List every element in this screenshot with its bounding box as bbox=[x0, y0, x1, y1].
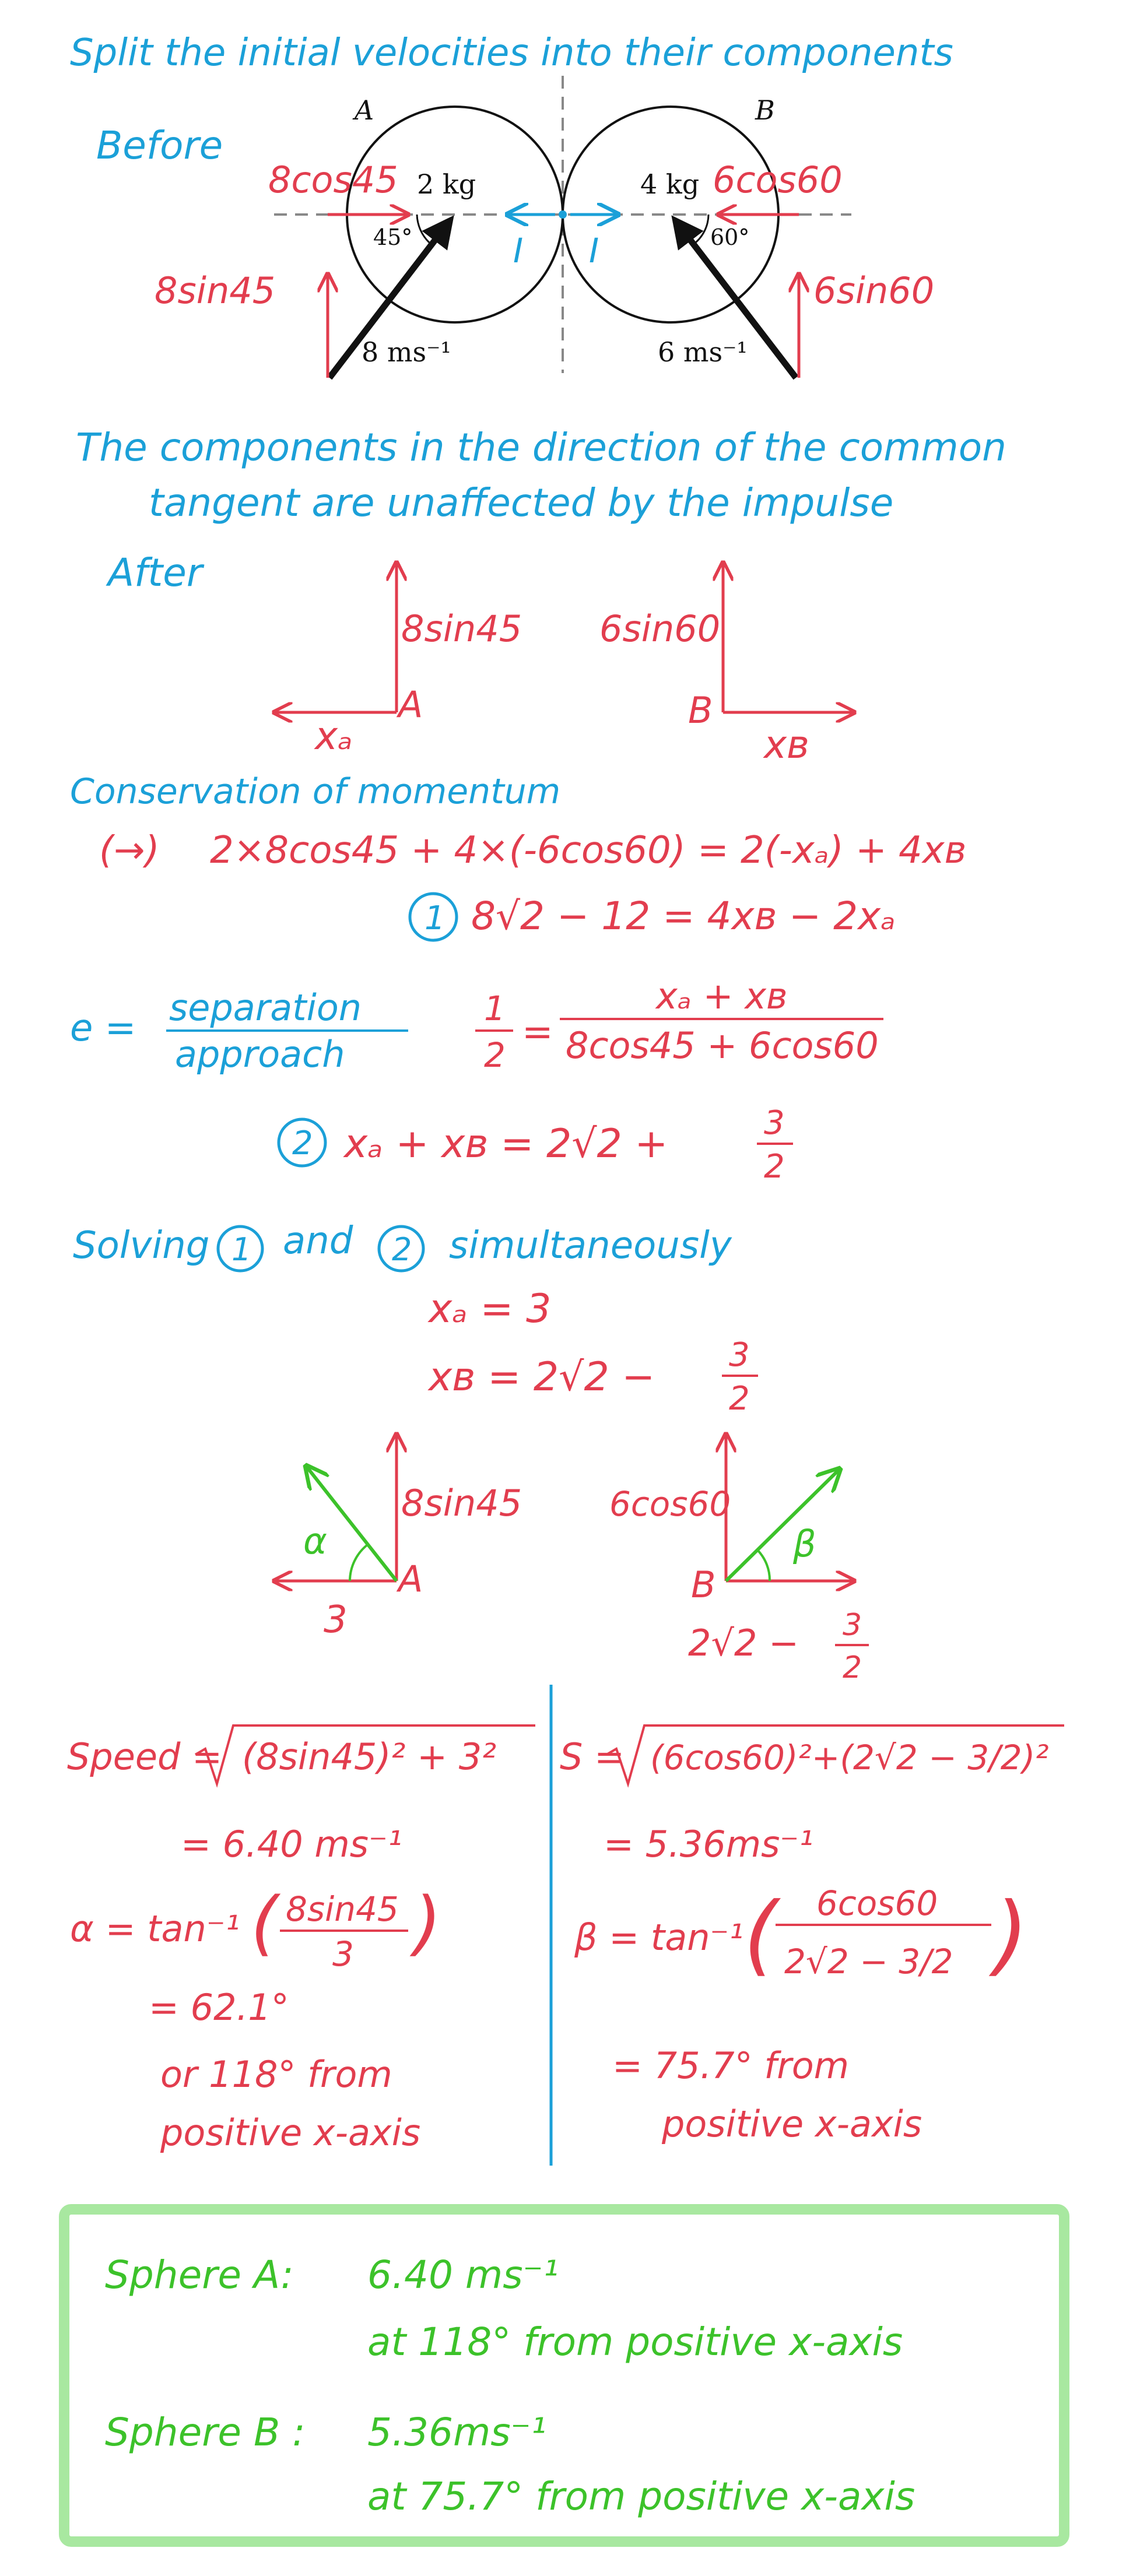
restitution-app: approach bbox=[175, 1033, 345, 1076]
answer-a-label: Sphere A: bbox=[105, 2252, 294, 2297]
angle-b-label: 60° bbox=[710, 224, 750, 250]
alpha-lhs: α = tan⁻¹ bbox=[70, 1907, 240, 1950]
right-calc bbox=[560, 1725, 1064, 2145]
eq2-frac-num: 3 bbox=[764, 1104, 785, 1142]
solving-text-b: simultaneously bbox=[449, 1224, 732, 1267]
final-b-horiz: 2√2 − bbox=[688, 1622, 799, 1664]
final-b-resultant bbox=[726, 1469, 840, 1581]
alpha-pos: positive x-axis bbox=[160, 2111, 421, 2154]
b-vertical-label: 6sin60 bbox=[813, 269, 935, 312]
impulse-label-left: I bbox=[513, 231, 524, 270]
beta-den: 2√2 − 3/2 bbox=[784, 1942, 953, 1981]
answer-b-dir: at 75.7° from positive x-axis bbox=[367, 2474, 915, 2519]
momentum-title: Conservation of momentum bbox=[70, 771, 561, 812]
final-b-vert: 6cos60 bbox=[609, 1484, 731, 1524]
alpha-num: 8sin45 bbox=[286, 1889, 399, 1929]
alpha-val: = 62.1° bbox=[149, 1986, 289, 2029]
final-a-name: A bbox=[398, 1558, 423, 1600]
alpha-label: α bbox=[303, 1520, 327, 1562]
angle-b-arc bbox=[693, 215, 708, 245]
answer-a-speed: 6.40 ms⁻¹ bbox=[367, 2252, 559, 2297]
beta-pos: positive x-axis bbox=[662, 2103, 922, 2145]
b-horizontal-label: 6cos60 bbox=[713, 159, 843, 201]
eq2-frac-den: 2 bbox=[764, 1148, 785, 1186]
alpha-arc bbox=[350, 1545, 367, 1581]
sphere-b-speed: 6 ms⁻¹ bbox=[658, 336, 748, 368]
solving-text-a: Solving bbox=[73, 1224, 210, 1267]
eq1-number: 1 bbox=[425, 899, 446, 937]
solution-xb-num: 3 bbox=[729, 1336, 750, 1374]
right-speed-val: = 5.36ms⁻¹ bbox=[604, 1823, 813, 1865]
after-a-name: A bbox=[398, 683, 423, 726]
tangent-note-line-2: tangent are unaffected by the impulse bbox=[149, 480, 894, 525]
left-speed-val: = 6.40 ms⁻¹ bbox=[181, 1823, 402, 1865]
alpha-or: or 118° from bbox=[160, 2053, 392, 2096]
left-speed-root: (8sin45)² + 3² bbox=[242, 1735, 497, 1778]
final-b-horiz-den: 2 bbox=[843, 1650, 862, 1685]
impulse-label-right: I bbox=[589, 231, 599, 270]
eq1-equation: 8√2 − 12 = 4xʙ − 2xₐ bbox=[471, 894, 896, 939]
alpha-paren-open: ( bbox=[251, 1883, 278, 1964]
alpha-den: 3 bbox=[332, 1934, 354, 1974]
sphere-a-speed: 8 ms⁻¹ bbox=[362, 336, 451, 368]
beta-paren-open: ( bbox=[743, 1884, 778, 1985]
angle-a-label: 45° bbox=[373, 224, 413, 250]
alpha-paren-close: ) bbox=[414, 1883, 441, 1964]
final-b-name: B bbox=[691, 1563, 716, 1606]
tangent-note-line-1: The components in the direction of the common bbox=[76, 425, 1006, 470]
left-calc bbox=[67, 1725, 535, 2154]
after-b-horiz: xʙ bbox=[764, 722, 809, 767]
answer-a-dir: at 118° from positive x-axis bbox=[367, 2320, 903, 2364]
beta-paren-close: ) bbox=[994, 1884, 1029, 1985]
eq2-number: 2 bbox=[292, 1124, 313, 1162]
eq2-equation: xₐ + xʙ = 2√2 + bbox=[344, 1121, 668, 1167]
contact-point bbox=[559, 210, 567, 219]
left-speed-lhs: Speed = bbox=[67, 1735, 223, 1778]
after-b-name: B bbox=[688, 689, 713, 732]
after-diagram bbox=[106, 550, 854, 767]
after-a-horiz: xₐ bbox=[315, 714, 353, 758]
right-speed-lhs: S = bbox=[560, 1735, 625, 1778]
before-diagram bbox=[96, 76, 934, 378]
sphere-a-mass: 2 kg bbox=[417, 168, 476, 200]
right-speed-root: (6cos60)²+(2√2 − 3/2)² bbox=[650, 1738, 1049, 1777]
final-b-horiz-num: 3 bbox=[843, 1608, 862, 1643]
after-a-vert: 8sin45 bbox=[401, 607, 522, 650]
rhs-den: 8cos45 + 6cos60 bbox=[566, 1024, 879, 1067]
final-a-vert: 8sin45 bbox=[401, 1482, 522, 1524]
sphere-b-name: B bbox=[755, 94, 775, 126]
solving-n1: 1 bbox=[231, 1231, 252, 1268]
answer-b-label: Sphere B : bbox=[105, 2410, 306, 2455]
after-label: After bbox=[108, 550, 203, 595]
half-den: 2 bbox=[484, 1035, 506, 1075]
solving-n2: 2 bbox=[392, 1231, 412, 1268]
solution-xb-den: 2 bbox=[729, 1380, 750, 1418]
restitution-e: e = bbox=[70, 1007, 136, 1050]
restitution-sep: separation bbox=[169, 986, 362, 1029]
solving-and: and bbox=[283, 1220, 353, 1263]
angle-a-arc bbox=[417, 215, 429, 243]
momentum-direction: (→) bbox=[99, 829, 160, 872]
beta-num: 6cos60 bbox=[816, 1883, 938, 1923]
sphere-b-mass: 4 kg bbox=[640, 168, 700, 200]
heading-split: Split the initial velocities into their components bbox=[70, 31, 953, 75]
beta-arc bbox=[758, 1551, 770, 1581]
beta-val: = 75.7° from bbox=[612, 2044, 850, 2087]
final-diagram bbox=[274, 1434, 869, 1685]
answer-b-speed: 5.36ms⁻¹ bbox=[367, 2410, 546, 2455]
momentum-equation: 2×8cos45 + 4×(-6cos60) = 2(-xₐ) + 4xʙ bbox=[210, 829, 966, 872]
final-a-horiz: 3 bbox=[324, 1598, 348, 1642]
half-num: 1 bbox=[484, 989, 506, 1028]
beta-lhs: β = tan⁻¹ bbox=[574, 1916, 744, 1959]
a-vertical-label: 8sin45 bbox=[155, 269, 276, 312]
solution-xa: xₐ = 3 bbox=[429, 1286, 552, 1332]
sphere-a-name: A bbox=[355, 94, 374, 126]
rhs-num: xₐ + xʙ bbox=[656, 975, 787, 1017]
beta-label: β bbox=[793, 1523, 816, 1565]
solution-xb: xʙ = 2√2 − bbox=[429, 1354, 655, 1400]
equals-sign: = bbox=[522, 1011, 553, 1054]
before-label: Before bbox=[96, 123, 223, 168]
after-b-vert: 6sin60 bbox=[599, 607, 721, 650]
a-horizontal-label: 8cos45 bbox=[268, 159, 398, 201]
